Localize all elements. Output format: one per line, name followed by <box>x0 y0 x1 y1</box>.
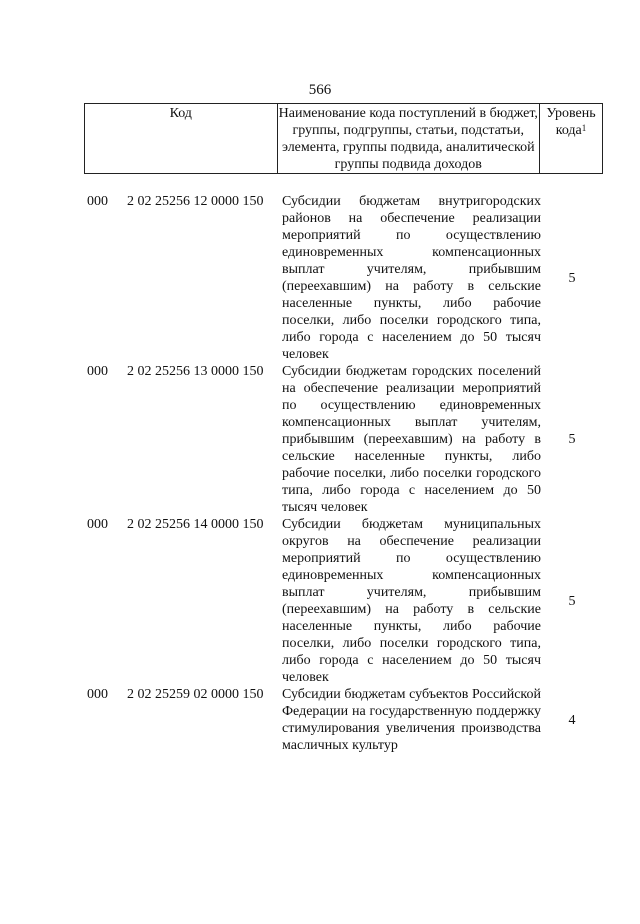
table-header <box>84 103 603 174</box>
admin-code: 000 <box>87 687 108 702</box>
code-level: 5 <box>568 432 576 447</box>
table-body <box>84 193 603 754</box>
revenue-name: Субсидии бюджетам городских поселений на обеспечение реализации мероприятий по осуществлению единовременных компенсационных выплат учителям, прибывшим (переехавшим) на работу в сельские населенные пункты, либо рабочие поселки, либо поселки городского типа, либо города с населением до 50 тысяч человек <box>282 364 541 515</box>
table-row <box>84 193 603 363</box>
revenue-name: Субсидии бюджетам муниципальных округов на обеспечение реализации мероприятий по осуществлению единовременных компенсационных выплат учителям, прибывшим (переехавшим) на работу в сельские населенные пункты, либо рабочие поселки, либо поселки городского типа, либо города с населением до 50 тысяч человек <box>282 517 541 685</box>
admin-code: 000 <box>87 194 108 209</box>
revenue-code: 2 02 25259 02 0000 150 <box>127 687 264 702</box>
revenue-name: Субсидии бюджетам внутригородских районов на обеспечение реализации мероприятий по осуществлению единовременных компенсационных выплат учителям, прибывшим (переехавшим) на работу в сельские населенные пункты, либо рабочие поселки, либо поселки городского типа, либо города с населением до 50 тысяч человек <box>282 194 541 362</box>
admin-code: 000 <box>87 517 108 532</box>
table-row <box>84 686 603 754</box>
table-row <box>84 363 603 516</box>
admin-code: 000 <box>87 364 108 379</box>
table-row <box>84 516 603 686</box>
revenue-name: Субсидии бюджетам субъектов Российской Федерации на государственную поддержку стимулирования увеличения производства масличных культур <box>282 687 541 753</box>
header-name: Наименование кода поступлений в бюджет, группы, подгруппы, статьи, подстатьи, элемента, группы подвида, аналитической группы подвида доходов <box>277 104 540 174</box>
code-level: 4 <box>568 712 576 728</box>
code-level: 5 <box>568 270 576 286</box>
header-code: Код <box>85 104 278 174</box>
header-level-label: Уровень кода <box>546 106 596 138</box>
revenue-code: 2 02 25256 12 0000 150 <box>127 194 264 209</box>
code-level: 5 <box>568 593 576 609</box>
page-number: 566 <box>308 82 332 98</box>
footnote-marker: 1 <box>581 123 587 133</box>
revenue-code: 2 02 25256 14 0000 150 <box>127 517 264 532</box>
header-level <box>540 104 603 174</box>
revenue-code: 2 02 25256 13 0000 150 <box>127 364 264 379</box>
